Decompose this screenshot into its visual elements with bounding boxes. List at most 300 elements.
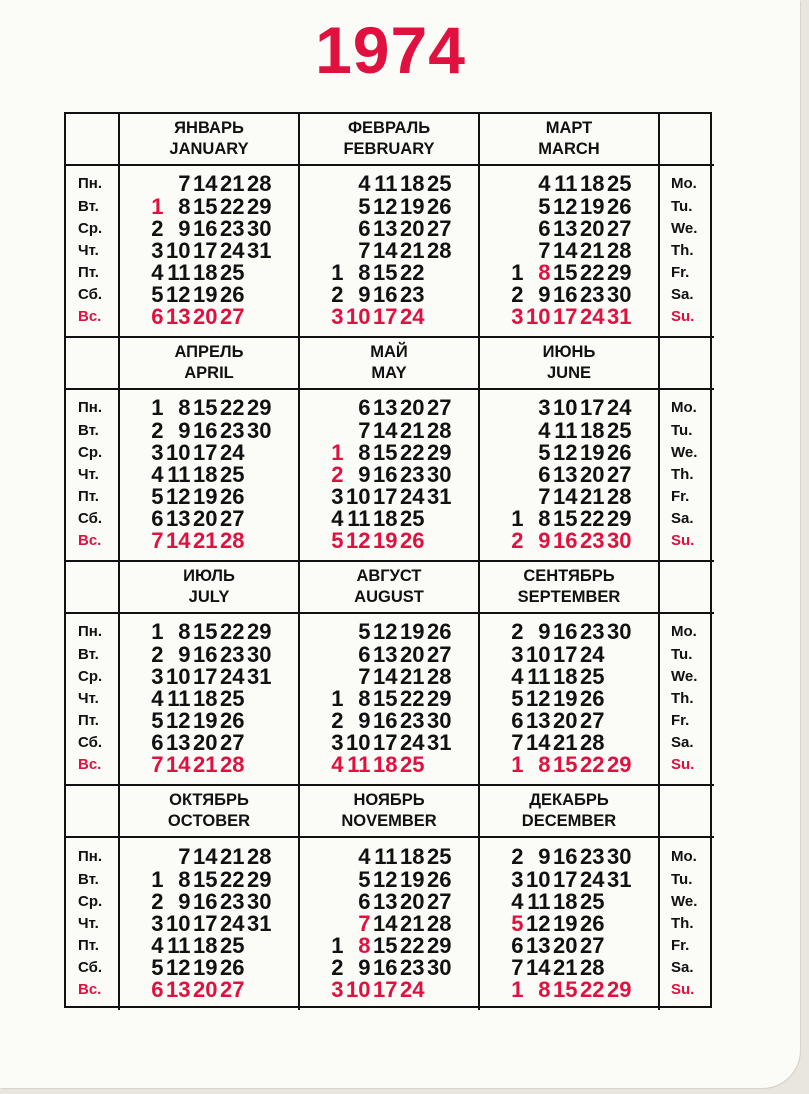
- day-number: 22: [580, 260, 605, 286]
- day-number: 21: [580, 484, 605, 510]
- day-number: 24: [220, 663, 245, 689]
- week-row: [327, 439, 452, 465]
- day-number: 10: [346, 304, 371, 330]
- day-number: [327, 240, 344, 262]
- day-number: 26: [220, 282, 245, 308]
- day-number: 19: [400, 619, 425, 645]
- day-number: 19: [193, 708, 218, 734]
- day-number: 17: [193, 439, 218, 465]
- weekday-column-ru: [66, 390, 120, 562]
- day-number: 8: [358, 260, 371, 286]
- day-number: [245, 530, 272, 552]
- weekday-label-ru: Чт.: [78, 689, 99, 707]
- day-number: [327, 666, 344, 688]
- day-number: [507, 397, 524, 419]
- month-days: [120, 838, 300, 1010]
- day-number: 22: [400, 260, 425, 286]
- day-number: 27: [220, 730, 245, 756]
- day-number: [327, 913, 344, 935]
- day-number: 8: [538, 506, 551, 532]
- month-name-ru: ОКТЯБРЬ: [169, 791, 249, 809]
- day-number: 28: [427, 663, 452, 689]
- week-row: [327, 685, 452, 711]
- week-row: [507, 173, 632, 195]
- week-row: [147, 754, 272, 776]
- day-number: 4: [331, 752, 344, 778]
- day-number: 25: [607, 171, 632, 197]
- day-number: 19: [373, 528, 398, 554]
- weekday-label-en: Mo.: [671, 848, 697, 866]
- week-row: [327, 508, 452, 530]
- week-row: [327, 641, 452, 667]
- day-number: 7: [178, 844, 191, 870]
- weekday-label-ru: Вт.: [78, 645, 99, 663]
- day-number: 23: [220, 215, 245, 241]
- day-number: 26: [427, 193, 452, 219]
- week-row: [327, 621, 452, 643]
- day-number: 14: [526, 955, 551, 981]
- day-number: 9: [178, 215, 191, 241]
- day-number: 6: [358, 888, 371, 914]
- week-row: [327, 237, 452, 263]
- day-number: 25: [220, 685, 245, 711]
- day-number: 23: [220, 888, 245, 914]
- day-number: 5: [358, 193, 371, 219]
- month-name-ru: АВГУСТ: [356, 567, 422, 585]
- month-name-en: OCTOBER: [167, 812, 251, 830]
- day-number: 29: [247, 866, 272, 892]
- day-number: 6: [358, 215, 371, 241]
- month-name-en: DECEMBER: [521, 812, 617, 830]
- weekday-label-en: Mo.: [671, 175, 697, 193]
- day-number: 20: [193, 977, 218, 1003]
- week-row: [327, 935, 452, 957]
- day-number: 29: [607, 752, 632, 778]
- day-number: 13: [373, 641, 398, 667]
- weekday-label-en: Mo.: [671, 399, 697, 417]
- day-number: [605, 913, 632, 935]
- header-spacer-right: [660, 338, 714, 390]
- day-number: [507, 420, 524, 442]
- weekday-label-en: Su.: [671, 981, 695, 999]
- month-name-en: JULY: [188, 588, 230, 606]
- week-row: [507, 754, 632, 776]
- day-number: [605, 710, 632, 732]
- day-number: 1: [331, 439, 344, 465]
- day-number: 22: [220, 395, 245, 421]
- weekday-label-ru: Чт.: [78, 914, 99, 932]
- weekday-label-ru: Чт.: [78, 241, 99, 259]
- week-row: [507, 530, 632, 552]
- day-number: 20: [400, 888, 425, 914]
- day-number: 28: [580, 955, 605, 981]
- weekday-label-ru: Пт.: [78, 264, 99, 282]
- week-row: [507, 866, 632, 892]
- week-row: [507, 461, 632, 487]
- day-number: 29: [607, 506, 632, 532]
- day-number: 27: [427, 888, 452, 914]
- day-number: 8: [538, 752, 551, 778]
- day-number: 28: [607, 237, 632, 263]
- month-header: [120, 786, 300, 838]
- day-number: 23: [400, 461, 425, 487]
- weekday-label-en: Su.: [671, 308, 695, 326]
- day-number: 30: [607, 619, 632, 645]
- day-number: 24: [580, 304, 605, 330]
- weekday-label-ru: Ср.: [78, 667, 103, 685]
- day-number: 8: [178, 193, 191, 219]
- month-name-en: JUNE: [546, 364, 591, 382]
- day-number: 16: [373, 282, 398, 308]
- day-number: 15: [553, 752, 578, 778]
- day-number: 19: [553, 685, 578, 711]
- day-number: [245, 486, 272, 508]
- day-number: 31: [427, 484, 452, 510]
- month-name-ru: МАЙ: [370, 343, 408, 361]
- day-number: 28: [427, 910, 452, 936]
- day-number: 4: [538, 417, 551, 443]
- day-number: 20: [400, 641, 425, 667]
- day-number: 24: [400, 730, 425, 756]
- day-number: 9: [538, 282, 551, 308]
- day-number: 22: [580, 506, 605, 532]
- day-number: 2: [331, 461, 344, 487]
- weekday-label-ru: Пт.: [78, 937, 99, 955]
- day-number: 11: [167, 685, 191, 711]
- day-number: 12: [526, 685, 551, 711]
- weekday-label-ru: Сб.: [78, 510, 103, 528]
- day-number: 13: [166, 730, 191, 756]
- month-name-en: AUGUST: [354, 588, 424, 606]
- day-number: 23: [580, 282, 605, 308]
- week-row: [147, 866, 272, 892]
- day-number: 9: [178, 888, 191, 914]
- day-number: 16: [373, 955, 398, 981]
- week-row: [507, 685, 632, 711]
- day-number: 11: [554, 171, 578, 197]
- day-number: [507, 464, 524, 486]
- day-number: 7: [151, 528, 164, 554]
- day-number: 9: [358, 461, 371, 487]
- day-number: 28: [607, 484, 632, 510]
- day-number: 8: [178, 395, 191, 421]
- weekday-label-en: Th.: [671, 465, 694, 483]
- weekday-label-en: Tu.: [671, 870, 693, 888]
- day-number: 18: [580, 417, 605, 443]
- day-number: 14: [166, 528, 191, 554]
- month-header: [480, 114, 660, 166]
- day-number: 24: [607, 395, 632, 421]
- weekday-label-ru: Пт.: [78, 488, 99, 506]
- day-number: 22: [220, 866, 245, 892]
- day-number: [507, 442, 524, 464]
- day-number: 18: [373, 506, 398, 532]
- day-number: [245, 262, 272, 284]
- week-row: [327, 417, 452, 443]
- day-number: 6: [151, 730, 164, 756]
- week-row: [327, 663, 452, 689]
- day-number: 27: [427, 641, 452, 667]
- day-number: 3: [331, 977, 344, 1003]
- day-number: 26: [220, 484, 245, 510]
- week-row: [507, 641, 632, 667]
- day-number: 6: [358, 395, 371, 421]
- day-number: 11: [374, 844, 398, 870]
- day-number: 23: [580, 844, 605, 870]
- day-number: [605, 957, 632, 979]
- day-number: 29: [607, 260, 632, 286]
- day-number: 11: [167, 260, 191, 286]
- weekday-label-ru: Ср.: [78, 219, 103, 237]
- weekday-label-en: Fr.: [671, 264, 690, 282]
- day-number: 29: [427, 439, 452, 465]
- calendar-grid: [64, 112, 712, 1008]
- day-number: 9: [538, 619, 551, 645]
- month-name-en: APRIL: [184, 364, 234, 382]
- day-number: [507, 196, 524, 218]
- day-number: 11: [554, 417, 578, 443]
- day-number: [425, 284, 452, 306]
- weekday-label-en: We.: [671, 219, 698, 237]
- day-number: 29: [247, 395, 272, 421]
- day-number: 3: [331, 730, 344, 756]
- week-row: [147, 486, 272, 508]
- week-row: [507, 935, 632, 957]
- day-number: 18: [373, 752, 398, 778]
- day-number: 27: [220, 304, 245, 330]
- day-number: 22: [400, 439, 425, 465]
- week-row: [147, 237, 272, 263]
- day-number: 1: [151, 619, 164, 645]
- week-row: [147, 732, 272, 754]
- day-number: 29: [247, 193, 272, 219]
- month-header: [120, 114, 300, 166]
- day-number: 15: [193, 395, 218, 421]
- day-number: 10: [526, 304, 551, 330]
- day-number: [507, 240, 524, 262]
- day-number: 17: [373, 304, 398, 330]
- day-number: [327, 644, 344, 666]
- week-row: [147, 397, 272, 419]
- day-number: 4: [358, 171, 371, 197]
- day-number: 19: [193, 955, 218, 981]
- day-number: 10: [346, 484, 371, 510]
- day-number: 29: [607, 977, 632, 1003]
- week-row: [327, 284, 452, 306]
- day-number: 28: [580, 730, 605, 756]
- day-number: 11: [527, 663, 551, 689]
- weekday-label-en: Fr.: [671, 488, 690, 506]
- day-number: 26: [580, 685, 605, 711]
- day-number: 21: [553, 955, 578, 981]
- day-number: 25: [427, 844, 452, 870]
- day-number: 4: [151, 933, 164, 959]
- weekday-label-en: Su.: [671, 532, 695, 550]
- day-number: 11: [167, 933, 191, 959]
- week-row: [147, 979, 272, 1001]
- day-number: 31: [247, 663, 272, 689]
- day-number: 2: [331, 282, 344, 308]
- day-number: 24: [580, 641, 605, 667]
- day-number: 18: [193, 685, 218, 711]
- day-number: 27: [580, 708, 605, 734]
- day-number: [327, 621, 344, 643]
- day-number: 4: [538, 171, 551, 197]
- month-name-ru: МАРТ: [545, 119, 593, 137]
- month-name-ru: ИЮЛЬ: [183, 567, 235, 585]
- day-number: 17: [580, 395, 605, 421]
- weekday-column-ru: [66, 614, 120, 786]
- day-number: 16: [193, 417, 218, 443]
- day-number: 7: [511, 955, 524, 981]
- day-number: 29: [427, 685, 452, 711]
- day-number: 10: [526, 641, 551, 667]
- day-number: 16: [193, 641, 218, 667]
- day-number: 17: [553, 304, 578, 330]
- day-number: 24: [220, 910, 245, 936]
- day-number: 28: [220, 528, 245, 554]
- day-number: 28: [247, 171, 272, 197]
- day-number: 17: [553, 866, 578, 892]
- day-number: 31: [607, 304, 632, 330]
- day-number: 1: [511, 977, 524, 1003]
- week-row: [327, 732, 452, 754]
- day-number: 25: [220, 461, 245, 487]
- day-number: 24: [400, 304, 425, 330]
- day-number: 6: [151, 977, 164, 1003]
- day-number: [245, 754, 272, 776]
- day-number: 18: [193, 260, 218, 286]
- day-number: 11: [347, 752, 371, 778]
- day-number: 22: [400, 685, 425, 711]
- day-number: 8: [538, 260, 551, 286]
- week-row: [507, 306, 632, 328]
- day-number: 20: [580, 215, 605, 241]
- day-number: 13: [526, 708, 551, 734]
- day-number: 26: [220, 708, 245, 734]
- week-row: [507, 397, 632, 419]
- day-number: 4: [511, 663, 524, 689]
- weekday-label-ru: Вс.: [78, 308, 102, 326]
- week-row: [147, 508, 272, 530]
- day-number: 7: [358, 417, 371, 443]
- day-number: 20: [580, 461, 605, 487]
- day-number: 17: [193, 910, 218, 936]
- day-number: 31: [427, 730, 452, 756]
- day-number: 19: [580, 193, 605, 219]
- day-number: 22: [220, 619, 245, 645]
- day-number: 3: [538, 395, 551, 421]
- day-number: 17: [373, 730, 398, 756]
- day-number: 15: [373, 260, 398, 286]
- day-number: 5: [511, 910, 524, 936]
- day-number: 14: [193, 171, 218, 197]
- header-spacer-left: [66, 338, 120, 390]
- header-spacer-left: [66, 786, 120, 838]
- day-number: 5: [151, 484, 164, 510]
- day-number: [327, 218, 344, 240]
- day-number: 16: [553, 282, 578, 308]
- day-number: 18: [580, 171, 605, 197]
- day-number: 1: [331, 933, 344, 959]
- day-number: 24: [220, 439, 245, 465]
- day-number: 21: [553, 730, 578, 756]
- weekday-column-ru: [66, 166, 120, 338]
- day-number: 3: [511, 304, 524, 330]
- weekday-label-ru: Чт.: [78, 465, 99, 483]
- weekday-label-en: Th.: [671, 241, 694, 259]
- day-number: 8: [358, 439, 371, 465]
- day-number: 15: [193, 866, 218, 892]
- day-number: 28: [427, 417, 452, 443]
- day-number: 28: [220, 752, 245, 778]
- day-number: [245, 957, 272, 979]
- day-number: 2: [511, 619, 524, 645]
- week-row: [327, 486, 452, 508]
- day-number: 4: [151, 461, 164, 487]
- day-number: [425, 754, 452, 776]
- month-name-ru: ФЕВРАЛЬ: [347, 119, 431, 137]
- month-header: [480, 786, 660, 838]
- day-number: 15: [373, 933, 398, 959]
- day-number: 27: [220, 977, 245, 1003]
- day-number: 12: [166, 955, 191, 981]
- day-number: [245, 979, 272, 1001]
- week-row: [507, 237, 632, 263]
- day-number: 1: [331, 260, 344, 286]
- day-number: 15: [193, 619, 218, 645]
- week-row: [507, 508, 632, 530]
- day-number: 7: [358, 910, 371, 936]
- week-row: [147, 284, 272, 306]
- day-number: 23: [400, 708, 425, 734]
- day-number: 15: [553, 977, 578, 1003]
- day-number: [147, 173, 164, 195]
- day-number: 30: [247, 641, 272, 667]
- weekday-column-ru: [66, 838, 120, 1010]
- day-number: 4: [331, 506, 344, 532]
- day-number: [245, 442, 272, 464]
- month-name-en: MARCH: [538, 140, 600, 158]
- month-header: [480, 562, 660, 614]
- day-number: 2: [331, 708, 344, 734]
- weekday-label-en: Tu.: [671, 645, 693, 663]
- day-number: 12: [553, 193, 578, 219]
- weekday-label-en: Tu.: [671, 197, 693, 215]
- header-spacer-right: [660, 114, 714, 166]
- week-row: [507, 621, 632, 643]
- weekday-label-ru: Пн.: [78, 848, 103, 866]
- month-days: [300, 614, 480, 786]
- day-number: 20: [553, 708, 578, 734]
- day-number: [245, 508, 272, 530]
- day-number: 21: [193, 528, 218, 554]
- day-number: 15: [193, 193, 218, 219]
- day-number: 2: [151, 417, 164, 443]
- day-number: 30: [607, 844, 632, 870]
- day-number: 13: [553, 215, 578, 241]
- weekday-column-en: [660, 166, 714, 338]
- day-number: [327, 869, 344, 891]
- day-number: 20: [553, 933, 578, 959]
- week-row: [327, 754, 452, 776]
- week-row: [147, 685, 272, 711]
- month-name-en: NOVEMBER: [341, 812, 437, 830]
- day-number: 10: [526, 866, 551, 892]
- day-number: 3: [331, 304, 344, 330]
- month-name-en: SEPTEMBER: [517, 588, 621, 606]
- day-number: 1: [331, 685, 344, 711]
